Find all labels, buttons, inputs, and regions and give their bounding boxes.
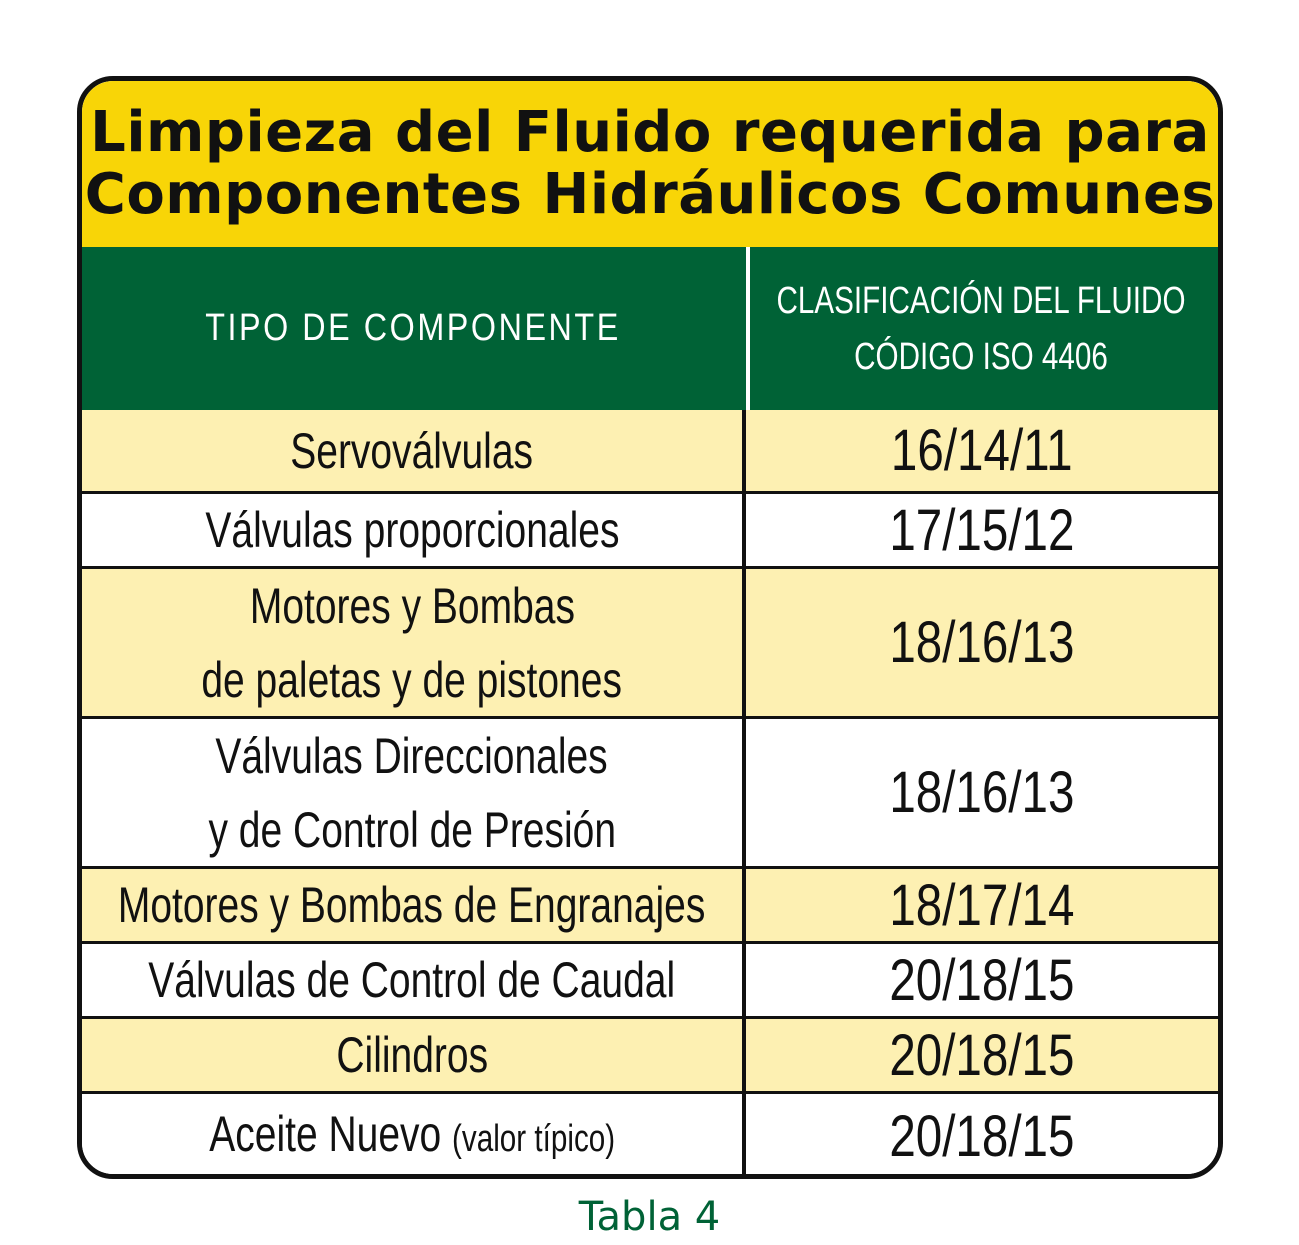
component-name-line-1: Válvulas Direccionales bbox=[215, 727, 609, 784]
iso-code-value: 18/16/13 bbox=[889, 760, 1075, 825]
component-name: Servoválvulas bbox=[290, 422, 534, 479]
component-name-main: Aceite Nuevo bbox=[209, 1105, 442, 1162]
header-classification-line-2: CÓDIGO ISO 4406 bbox=[854, 335, 1108, 378]
table-row bbox=[82, 944, 1218, 1019]
component-name: Motores y Bombas de Engranajes bbox=[118, 877, 706, 933]
component-name: Válvulas proporcionales bbox=[204, 502, 620, 558]
table-caption: Tabla 4 bbox=[578, 1194, 721, 1240]
iso-code-value: 20/18/15 bbox=[889, 947, 1075, 1013]
header-component-type-label: TIPO DE COMPONENTE bbox=[205, 307, 621, 349]
header-classification-line-1: CLASIFICACIÓN DEL FLUIDO bbox=[776, 279, 1186, 322]
table-body bbox=[82, 410, 1218, 1178]
header-divider bbox=[746, 247, 750, 410]
header-fluid-classification bbox=[776, 247, 1186, 410]
component-cell bbox=[82, 719, 746, 866]
component-name-line-1: Motores y Bombas bbox=[249, 577, 575, 634]
iso-code-value: 20/18/15 bbox=[889, 1022, 1075, 1088]
table-header-row bbox=[82, 247, 1218, 410]
table-title-line-2: Componentes Hidráulicos Comunes bbox=[84, 162, 1216, 227]
component-cell bbox=[82, 569, 746, 716]
component-name: Cilindros bbox=[336, 1027, 488, 1083]
table-row bbox=[82, 1094, 1218, 1178]
component-cell bbox=[82, 944, 746, 1016]
iso-code-cell bbox=[746, 569, 1218, 716]
iso-code-cell bbox=[746, 1019, 1218, 1091]
table-title-band bbox=[82, 81, 1218, 247]
cleanliness-table bbox=[77, 76, 1223, 1179]
table-row bbox=[82, 494, 1218, 569]
component-name-line-2: y de Control de Presión bbox=[208, 801, 616, 858]
iso-code-value: 18/16/13 bbox=[889, 610, 1075, 675]
iso-code-value: 18/17/14 bbox=[889, 872, 1075, 938]
table-row bbox=[82, 719, 1218, 869]
component-cell bbox=[82, 1094, 746, 1178]
iso-code-cell bbox=[746, 944, 1218, 1016]
iso-code-cell bbox=[746, 410, 1218, 491]
component-cell bbox=[82, 869, 746, 941]
header-component-type bbox=[132, 247, 695, 410]
iso-code-cell bbox=[746, 1094, 1218, 1178]
iso-code-value: 17/15/12 bbox=[889, 497, 1075, 563]
component-cell bbox=[82, 1019, 746, 1091]
component-name-note: (valor típico) bbox=[451, 1117, 615, 1160]
table-row bbox=[82, 410, 1218, 494]
component-name: Válvulas de Control de Caudal bbox=[148, 952, 676, 1008]
iso-code-value: 16/14/11 bbox=[891, 418, 1073, 483]
table-row bbox=[82, 1019, 1218, 1094]
iso-code-cell bbox=[746, 719, 1218, 866]
component-name-line-2: de paletas y de pistones bbox=[201, 651, 623, 708]
iso-code-cell bbox=[746, 494, 1218, 566]
component-cell bbox=[82, 410, 746, 491]
iso-code-cell bbox=[746, 869, 1218, 941]
component-name bbox=[209, 1097, 615, 1176]
table-title-line-1: Limpieza del Fluido requerida para bbox=[90, 100, 1210, 165]
iso-code-value: 20/18/15 bbox=[889, 1103, 1075, 1169]
table-row bbox=[82, 569, 1218, 719]
table-row bbox=[82, 869, 1218, 944]
component-cell bbox=[82, 494, 746, 566]
